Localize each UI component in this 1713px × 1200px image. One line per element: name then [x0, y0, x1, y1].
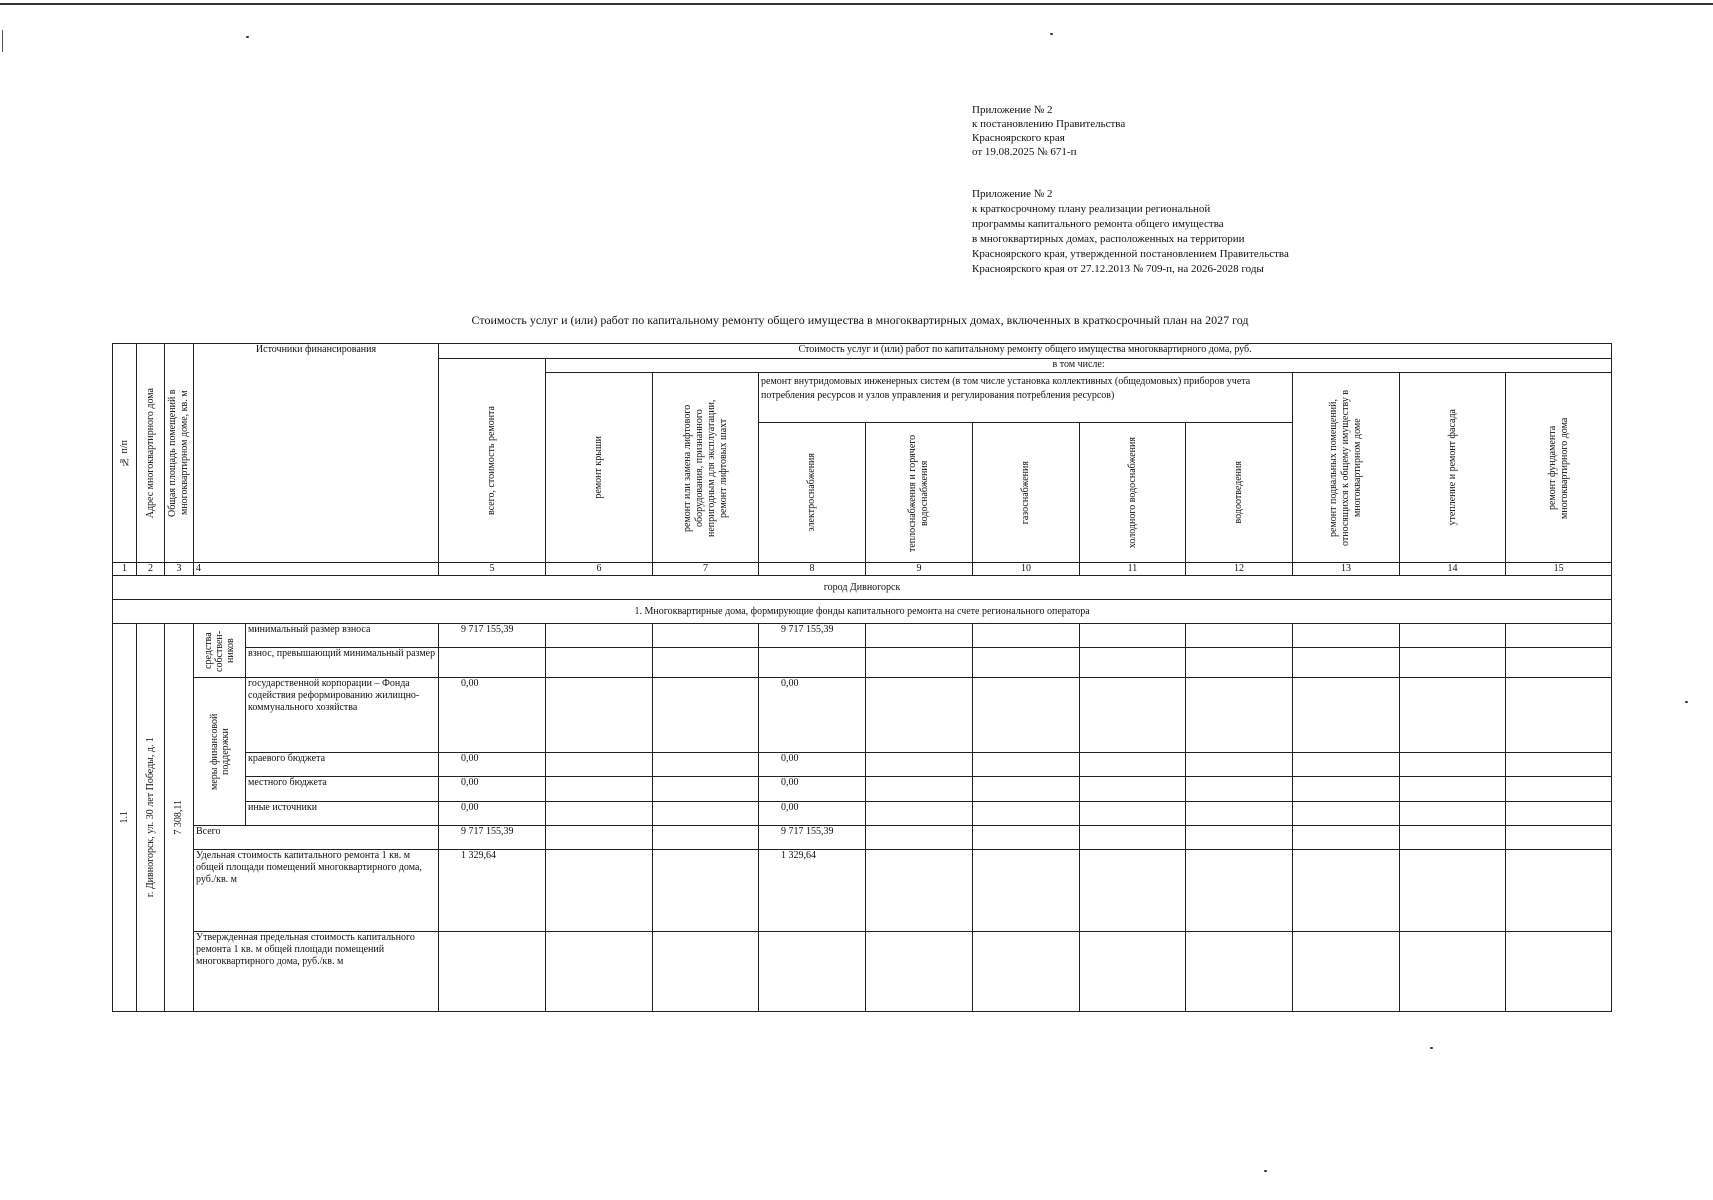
- plan-line: Приложение № 2: [972, 188, 1053, 200]
- total-cell: 0,00: [439, 753, 546, 777]
- limit-cost-row: [113, 932, 1612, 1012]
- table-row: [113, 678, 1612, 753]
- plan-line: к краткосрочному плану реализации региональной: [972, 203, 1211, 215]
- plan-line: Красноярского края от 27.12.2013 № 709-п, на 2026-2028 годы: [972, 263, 1264, 275]
- total-cell: 9 717 155,39: [439, 624, 546, 648]
- scan-speck: [1685, 701, 1688, 703]
- total-cell: 0,00: [439, 777, 546, 802]
- colnum: 6: [546, 563, 653, 576]
- electric-cell: 9 717 155,39: [759, 826, 866, 850]
- source-label: краевого бюджета: [246, 753, 439, 777]
- colnum: 14: [1400, 563, 1506, 576]
- colnum: 4: [194, 563, 439, 576]
- header-lift: ремонт или замена лифтового оборудования, признанного непригодным для эксплуатации, ремонт лифтовых шахт: [653, 373, 759, 563]
- electric-cell: 9 717 155,39: [759, 624, 866, 648]
- table-row: [113, 753, 1612, 777]
- header-roof: ремонт крыши: [546, 373, 653, 563]
- header-sources: Источники финансирования: [194, 344, 439, 563]
- scan-speck: [246, 36, 249, 38]
- total-cell: 1 329,64: [439, 850, 546, 932]
- annex-header: [972, 103, 1392, 159]
- row-number: 1.1: [113, 624, 137, 1012]
- header-sewer: водоотведения: [1186, 423, 1293, 563]
- colnum: 11: [1080, 563, 1186, 576]
- top-border-line: [0, 3, 1713, 5]
- table-row: [113, 624, 1612, 648]
- scan-speck: [1050, 33, 1053, 35]
- document-title: Стоимость услуг и (или) работ по капитальному ремонту общего имущества в многоквартирных домах, включенных в краткосрочный план на 2027 год: [471, 313, 1249, 327]
- electric-cell: 0,00: [759, 777, 866, 802]
- plan-line: Красноярского края, утвержденной постановлением Правительства: [972, 248, 1289, 260]
- electric-cell: 0,00: [759, 802, 866, 826]
- annex-line: к постановлению Правительства: [972, 118, 1126, 130]
- header-including: в том числе:: [546, 359, 1612, 373]
- total-cell: [439, 648, 546, 678]
- colnum: 2: [137, 563, 165, 576]
- unit-cost-row: [113, 850, 1612, 932]
- total-row: [113, 826, 1612, 850]
- colnum: 8: [759, 563, 866, 576]
- header-basement: ремонт подвальных помещений, относящихся к общему имуществу в многоквартирном доме: [1293, 373, 1400, 563]
- annex-line: от 19.08.2025 № 671-п: [972, 146, 1077, 158]
- row-area: 7 308,11: [165, 624, 194, 1012]
- source-label: иные источники: [246, 802, 439, 826]
- colnum: 5: [439, 563, 546, 576]
- colnum: 13: [1293, 563, 1400, 576]
- electric-cell: 0,00: [759, 753, 866, 777]
- header-engineering: ремонт внутридомовых инженерных систем (в том числе установка коллективных (общедомовых) приборов учета потребления ресурсов и узлов управления и регулирования потребления ресурсов): [759, 373, 1293, 423]
- scan-speck: [1430, 1047, 1433, 1049]
- source-label: местного бюджета: [246, 777, 439, 802]
- header-electric: электроснабжения: [759, 423, 866, 563]
- table-row: [113, 777, 1612, 802]
- column-number-row: [113, 563, 1612, 576]
- source-label: взнос, превышающий минимальный размер: [246, 648, 439, 678]
- plan-annex-header: [972, 187, 1392, 277]
- group-owners: средства собствен-ников: [194, 624, 246, 678]
- electric-cell: 1 329,64: [759, 850, 866, 932]
- scan-speck: [1264, 1170, 1267, 1172]
- plan-line: в многоквартирных домах, расположенных на территории: [972, 233, 1245, 245]
- row-address: г. Дивногорск, ул. 30 лет Победы, д. 1: [137, 624, 165, 1012]
- header-area: Общая площадь помещений в многоквартирном доме, кв. м: [165, 344, 194, 563]
- colnum: 7: [653, 563, 759, 576]
- table-row: [113, 802, 1612, 826]
- group-support: меры финансовой поддержки: [194, 678, 246, 826]
- header-facade: утепление и ремонт фасада: [1400, 373, 1506, 563]
- colnum: 9: [866, 563, 973, 576]
- source-label: минимальный размер взноса: [246, 624, 439, 648]
- electric-cell: 0,00: [759, 678, 866, 753]
- total-cell: 0,00: [439, 802, 546, 826]
- plan-line: программы капитального ремонта общего имущества: [972, 218, 1224, 230]
- header-cold-water: холодного водоснабжения: [1080, 423, 1186, 563]
- scan-edge-mark: [2, 30, 3, 52]
- total-cell: 9 717 155,39: [439, 826, 546, 850]
- colnum: 1: [113, 563, 137, 576]
- section-row: 1. Многоквартирные дома, формирующие фонды капитального ремонта на счете регионального оператора: [113, 600, 1612, 624]
- colnum: 10: [973, 563, 1080, 576]
- city-row: город Дивногорск: [113, 576, 1612, 600]
- limit-cost-label: Утвержденная предельная стоимость капитального ремонта 1 кв. м общей площади помещений многоквартирного дома, руб./кв. м: [194, 932, 439, 1012]
- header-total: всего, стоимость ремонта: [439, 359, 546, 563]
- annex-line: Приложение № 2: [972, 104, 1053, 116]
- table-row: [113, 648, 1612, 678]
- header-address: Адрес многоквартирного дома: [137, 344, 165, 563]
- header-cost-group: Стоимость услуг и (или) работ по капитальному ремонту общего имущества многоквартирного дома, руб.: [439, 344, 1612, 359]
- header-foundation: ремонт фундамента многоквартирного дома: [1506, 373, 1612, 563]
- unit-cost-label: Удельная стоимость капитального ремонта 1 кв. м общей площади помещений многоквартирного дома, руб./кв. м: [194, 850, 439, 932]
- total-label: Всего: [194, 826, 439, 850]
- header-heat: теплоснабжения и горячего водоснабжения: [866, 423, 973, 563]
- colnum: 15: [1506, 563, 1612, 576]
- colnum: 12: [1186, 563, 1293, 576]
- source-label: государственной корпорации – Фонда содействия реформированию жилищно-коммунального хозяйства: [246, 678, 439, 753]
- colnum: 3: [165, 563, 194, 576]
- total-cell: 0,00: [439, 678, 546, 753]
- header-num: № п/п: [113, 344, 137, 563]
- cost-table: [112, 343, 1612, 1012]
- annex-line: Красноярского края: [972, 132, 1065, 144]
- electric-cell: [759, 648, 866, 678]
- header-gas: газоснабжения: [973, 423, 1080, 563]
